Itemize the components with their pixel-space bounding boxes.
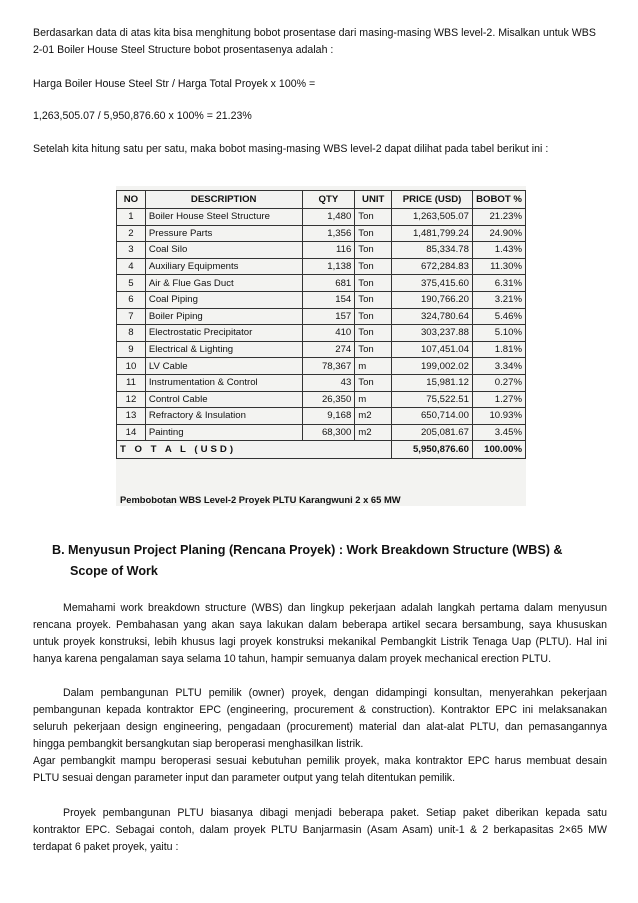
body-paragraph-3: Agar pembangkit mampu beroperasi sesuai kebutuhan pemilik proyek, maka kontraktor EPC harus membuat desain PLTU sesuai dengan parameter input dan parameter output yang telah ditentukan pemilik.	[33, 755, 607, 784]
cell-qty: 68,300	[302, 424, 355, 441]
cell-bobot: 5.46%	[472, 308, 525, 325]
cell-no: 1	[117, 209, 146, 226]
cell-qty: 274	[302, 341, 355, 358]
cell-desc: Control Cable	[145, 391, 302, 408]
cell-desc: Auxiliary Equipments	[145, 258, 302, 275]
table-row	[117, 308, 526, 325]
cell-qty: 681	[302, 275, 355, 292]
cell-desc: LV Cable	[145, 358, 302, 375]
cell-bobot: 3.21%	[472, 291, 525, 308]
cell-unit: Ton	[355, 225, 392, 242]
cell-unit: m	[355, 391, 392, 408]
cell-unit: Ton	[355, 209, 392, 226]
cell-unit: Ton	[355, 291, 392, 308]
cell-qty: 116	[302, 242, 355, 259]
cell-desc: Pressure Parts	[145, 225, 302, 242]
cell-price: 1,481,799.24	[392, 225, 473, 242]
table-row	[117, 341, 526, 358]
cell-qty: 154	[302, 291, 355, 308]
cell-desc: Electrostatic Precipitator	[145, 325, 302, 342]
cell-no: 11	[117, 374, 146, 391]
cell-price: 107,451.04	[392, 341, 473, 358]
total-bobot: 100.00%	[472, 441, 525, 459]
section-number: B.	[52, 543, 65, 557]
table-row	[117, 325, 526, 342]
table-body	[117, 209, 526, 441]
cell-unit: Ton	[355, 341, 392, 358]
cell-no: 5	[117, 275, 146, 292]
cell-qty: 78,367	[302, 358, 355, 375]
table-header-row	[117, 191, 526, 209]
cell-price: 324,780.64	[392, 308, 473, 325]
cell-no: 6	[117, 291, 146, 308]
cell-bobot: 0.27%	[472, 374, 525, 391]
cell-qty: 1,480	[302, 209, 355, 226]
table-row	[117, 391, 526, 408]
section-title-line-1: Menyusun Project Planing (Rencana Proyek) : Work Breakdown Structure (WBS) &	[68, 543, 563, 557]
cell-desc: Boiler Piping	[145, 308, 302, 325]
cell-desc: Air & Flue Gas Duct	[145, 275, 302, 292]
cell-unit: m2	[355, 408, 392, 425]
cell-qty: 410	[302, 325, 355, 342]
body-paragraph-1: Memahami work breakdown structure (WBS) dan lingkup pekerjaan adalah langkah pertama dalam menyusun rencana proyek. Pembahasan yang akan saya lakukan dalam beberapa artikel secara bersambung, saya khususkan untuk proyek konstruksi, lebih khusus lagi proyek konstruksi mekanikal Pembangkit Listrik Tenaga Uap (PLTU). Hal ini hanya karena pengalaman saya selama 10 tahun, hampir semuanya dalam proyek mechanical erection PLTU.	[33, 602, 607, 665]
cell-bobot: 1.27%	[472, 391, 525, 408]
cell-price: 1,263,505.07	[392, 209, 473, 226]
cell-no: 3	[117, 242, 146, 259]
cell-unit: Ton	[355, 308, 392, 325]
cell-no: 14	[117, 424, 146, 441]
cell-no: 13	[117, 408, 146, 425]
cell-bobot: 11.30%	[472, 258, 525, 275]
cell-qty: 157	[302, 308, 355, 325]
cell-price: 85,334.78	[392, 242, 473, 259]
cell-desc: Instrumentation & Control	[145, 374, 302, 391]
cell-qty: 43	[302, 374, 355, 391]
total-price: 5,950,876.60	[392, 441, 473, 459]
cell-desc: Electrical & Lighting	[145, 341, 302, 358]
header-qty: QTY	[302, 191, 355, 209]
header-price: PRICE (USD)	[392, 191, 473, 209]
cell-no: 7	[117, 308, 146, 325]
cell-no: 4	[117, 258, 146, 275]
cell-no: 8	[117, 325, 146, 342]
table-row	[117, 291, 526, 308]
cell-bobot: 10.93%	[472, 408, 525, 425]
cell-desc: Boiler House Steel Structure	[145, 209, 302, 226]
cell-price: 190,766.20	[392, 291, 473, 308]
table-row	[117, 408, 526, 425]
body-paragraph-2: Dalam pembangunan PLTU pemilik (owner) proyek, dengan didampingi konsultan, menyerahkan pekerjaan pembangunan kepada kontraktor EPC (engineering, procurement & construction). Kontraktor EPC ini melaksanakan seluruh pekerjaan design engineering, pengadaan (procurement) material dan alat-alat PLTU, dan pemasangannya hingga pembangkit bersangkutan siap beroperasi menghasilkan listrik.	[33, 687, 607, 750]
header-unit: UNIT	[355, 191, 392, 209]
table-intro-paragraph: Setelah kita hitung satu per satu, maka bobot masing-masing WBS level-2 dapat dilihat pada tabel berikut ini :	[33, 143, 549, 155]
cell-bobot: 1.43%	[472, 242, 525, 259]
cell-qty: 9,168	[302, 408, 355, 425]
cell-unit: Ton	[355, 258, 392, 275]
cell-unit: Ton	[355, 275, 392, 292]
cell-price: 75,522.51	[392, 391, 473, 408]
total-label: T O T A L (USD)	[117, 441, 392, 459]
cell-bobot: 21.23%	[472, 209, 525, 226]
cell-unit: m	[355, 358, 392, 375]
table-row	[117, 209, 526, 226]
cell-price: 375,415.60	[392, 275, 473, 292]
cell-qty: 1,356	[302, 225, 355, 242]
table-caption: Pembobotan WBS Level-2 Proyek PLTU Karangwuni 2 x 65 MW	[120, 494, 401, 505]
formula-line: Harga Boiler House Steel Str / Harga Total Proyek x 100% =	[33, 78, 316, 90]
table-row	[117, 258, 526, 275]
table-row	[117, 242, 526, 259]
cell-desc: Coal Silo	[145, 242, 302, 259]
table-total-row	[117, 441, 526, 459]
cell-unit: m2	[355, 424, 392, 441]
table-row	[117, 424, 526, 441]
cell-no: 2	[117, 225, 146, 242]
table-row	[117, 225, 526, 242]
cell-price: 15,981.12	[392, 374, 473, 391]
cell-price: 650,714.00	[392, 408, 473, 425]
cell-qty: 1,138	[302, 258, 355, 275]
cell-bobot: 6.31%	[472, 275, 525, 292]
cell-no: 9	[117, 341, 146, 358]
cell-bobot: 1.81%	[472, 341, 525, 358]
cell-bobot: 24.90%	[472, 225, 525, 242]
intro-paragraph: Berdasarkan data di atas kita bisa menghitung bobot prosentase dari masing-masing WBS level-2. Misalkan untuk WBS 2-01 Boiler House Steel Structure bobot prosentasenya adalah :	[33, 27, 596, 56]
table-row	[117, 374, 526, 391]
cell-unit: Ton	[355, 325, 392, 342]
cell-desc: Refractory & Insulation	[145, 408, 302, 425]
cell-no: 10	[117, 358, 146, 375]
body-paragraph-4: Proyek pembangunan PLTU biasanya dibagi menjadi beberapa paket. Setiap paket diberikan kepada satu kontraktor EPC. Sebagai contoh, dalam proyek PLTU Banjarmasin (Asam Asam) unit-1 & 2 berkapasitas 2×65 MW terdapat 6 paket proyek, yaitu :	[33, 807, 607, 853]
cell-price: 303,237.88	[392, 325, 473, 342]
cell-bobot: 5.10%	[472, 325, 525, 342]
cell-unit: Ton	[355, 242, 392, 259]
cell-unit: Ton	[355, 374, 392, 391]
cell-desc: Coal Piping	[145, 291, 302, 308]
cell-bobot: 3.34%	[472, 358, 525, 375]
cell-price: 672,284.83	[392, 258, 473, 275]
cell-price: 199,002.02	[392, 358, 473, 375]
cell-qty: 26,350	[302, 391, 355, 408]
section-title-line-2: Scope of Work	[70, 564, 158, 578]
cell-price: 205,081.67	[392, 424, 473, 441]
table-row	[117, 275, 526, 292]
calculation-line: 1,263,505.07 / 5,950,876.60 x 100% = 21.23%	[33, 110, 252, 122]
cell-bobot: 3.45%	[472, 424, 525, 441]
header-bobot: BOBOT %	[472, 191, 525, 209]
cell-no: 12	[117, 391, 146, 408]
wbs-table	[116, 190, 526, 459]
table-row	[117, 358, 526, 375]
header-description: DESCRIPTION	[145, 191, 302, 209]
wbs-table-figure	[116, 186, 526, 506]
section-heading	[52, 540, 612, 582]
cell-desc: Painting	[145, 424, 302, 441]
header-no: NO	[117, 191, 146, 209]
